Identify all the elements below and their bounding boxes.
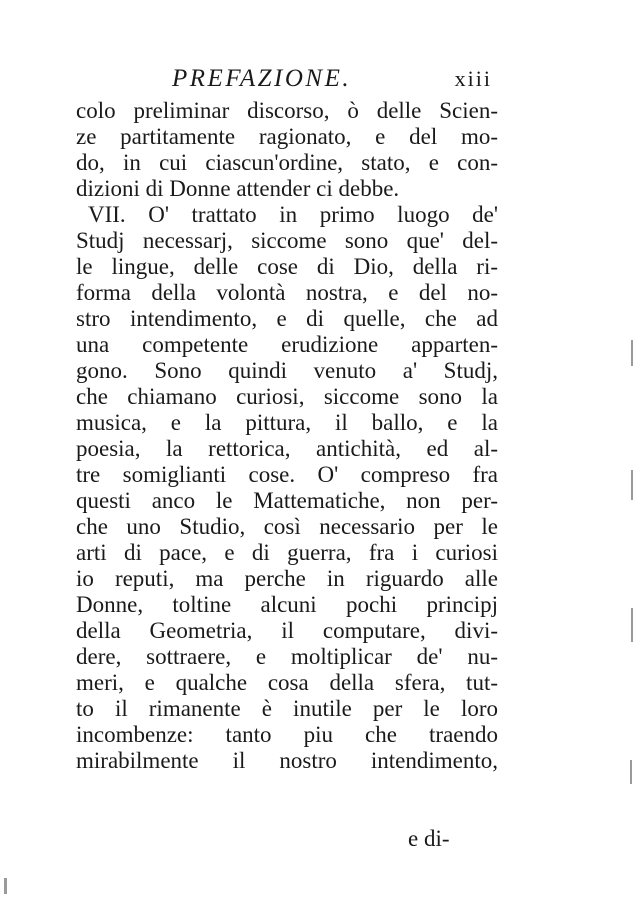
scan-edge-mark [4, 878, 7, 894]
text-line: questi anco le Mattematiche, non per- [76, 488, 498, 513]
text-line: dizioni di Donne attender ci debbe. [76, 176, 400, 201]
text-line: mirabilmente il nostro intendimento, [76, 748, 498, 773]
catchword: e di- [408, 826, 450, 851]
text-line: ze partitamente ragionato, e del mo- [76, 124, 498, 149]
text-line: VII. O' trattato in primo luogo de' [88, 202, 498, 227]
scan-edge-mark [631, 470, 633, 500]
text-line: stro intendimento, e di quelle, che ad [76, 306, 498, 331]
running-head-title: PREFAZIONE. [172, 65, 352, 92]
scan-edge-mark [630, 760, 632, 784]
text-line: meri, e qualche cosa della sfera, tut- [76, 670, 498, 695]
text-line: che uno Studio, così necessario per le [76, 514, 498, 539]
scan-edge-mark [631, 340, 633, 366]
text-line: dere, sottraere, e moltiplicar de' nu- [76, 644, 498, 669]
text-line: Donne, toltine alcuni pochi principj [76, 592, 498, 617]
text-line: le lingue, delle cose di Dio, della ri- [76, 254, 498, 279]
text-line: che chiamano curiosi, siccome sono la [76, 384, 498, 409]
text-line: una competente erudizione apparten- [76, 332, 498, 357]
text-line: tre somiglianti cose. O' compreso fra [76, 462, 498, 487]
text-line: incombenze: tanto piu che traendo [76, 722, 498, 747]
text-line: forma della volontà nostra, e del no- [76, 280, 498, 305]
text-line: do, in cui ciascun'ordine, stato, e con- [76, 150, 498, 175]
text-line: Studj necessarj, siccome sono que' del- [76, 228, 498, 253]
text-line: della Geometria, il computare, divi- [76, 618, 498, 643]
scan-edge-mark [631, 608, 633, 642]
body-text [76, 98, 498, 774]
text-line: arti di pace, e di guerra, fra i curiosi [76, 540, 498, 565]
page-number: xiii [454, 66, 492, 91]
text-line: poesia, la rettorica, antichità, ed al- [76, 436, 498, 461]
text-line: gono. Sono quindi venuto a' Studj, [76, 358, 498, 383]
text-line: musica, e la pittura, il ballo, e la [76, 410, 498, 435]
text-line: io reputi, ma perche in riguardo alle [76, 566, 498, 591]
text-line: to il rimanente è inutile per le loro [76, 696, 498, 721]
text-line: colo preliminar discorso, ò delle Scien- [76, 98, 498, 123]
running-head [172, 62, 492, 96]
